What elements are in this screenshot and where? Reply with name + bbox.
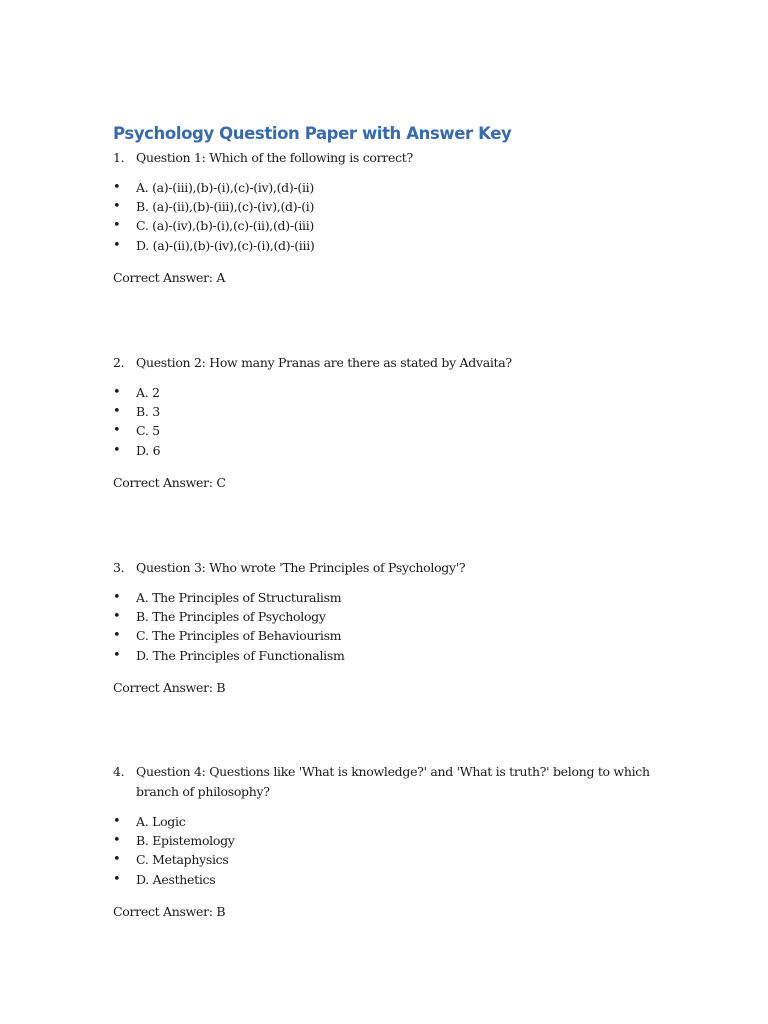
- option-list: [113, 812, 673, 889]
- option-text: B. Epistemology: [136, 833, 235, 849]
- option-list: [113, 178, 673, 255]
- question-block-4: [113, 762, 673, 922]
- bullet-icon: •: [113, 199, 121, 215]
- option-text: D. 6: [136, 442, 161, 458]
- correct-answer: Correct Answer: A: [113, 269, 226, 285]
- question-text: Question 4: Questions like 'What is knowledge?' and 'What is truth?' belong to which branch of philosophy?: [136, 764, 650, 799]
- option-text: B. 3: [136, 404, 160, 420]
- question-block-1: [113, 148, 673, 288]
- document-title: Psychology Question Paper with Answer Key: [113, 124, 512, 143]
- correct-answer: Correct Answer: B: [113, 903, 226, 919]
- option-item: [113, 626, 673, 645]
- option-item: [113, 850, 673, 869]
- bullet-icon: •: [113, 423, 121, 439]
- option-text: A. (a)-(iii),(b)-(i),(c)-(iv),(d)-(ii): [136, 180, 314, 195]
- option-item: [113, 383, 673, 402]
- option-text: A. 2: [136, 385, 160, 400]
- bullet-icon: •: [113, 852, 121, 868]
- correct-answer: Correct Answer: B: [113, 679, 226, 695]
- correct-answer: Correct Answer: C: [113, 474, 226, 490]
- bullet-icon: •: [113, 871, 121, 887]
- option-item: [113, 870, 673, 889]
- option-item: [113, 178, 673, 197]
- question-3: [113, 558, 673, 578]
- option-item: [113, 607, 673, 626]
- bullet-icon: •: [113, 833, 121, 849]
- bullet-icon: •: [113, 237, 121, 253]
- question-number: 1.: [113, 150, 125, 165]
- option-item: [113, 441, 673, 460]
- option-text: C. The Principles of Behaviourism: [136, 628, 342, 644]
- bullet-icon: •: [113, 590, 121, 605]
- option-item: [113, 646, 673, 665]
- option-text: C. Metaphysics: [136, 852, 229, 868]
- option-text: D. (a)-(ii),(b)-(iv),(c)-(i),(d)-(iii): [136, 237, 315, 253]
- question-text: Question 3: Who wrote 'The Principles of Psychology'?: [136, 560, 466, 575]
- question-number: 4.: [113, 764, 125, 779]
- question-2: [113, 353, 673, 373]
- bullet-icon: •: [113, 628, 121, 644]
- option-text: D. The Principles of Functionalism: [136, 647, 345, 663]
- option-list: [113, 383, 673, 460]
- bullet-icon: •: [113, 814, 121, 829]
- option-text: B. The Principles of Psychology: [136, 609, 326, 625]
- question-1: [113, 148, 673, 168]
- bullet-icon: •: [113, 218, 121, 234]
- question-number: 2.: [113, 355, 125, 370]
- bullet-icon: •: [113, 385, 121, 400]
- bullet-icon: •: [113, 180, 121, 195]
- option-list: [113, 588, 673, 665]
- question-text: Question 2: How many Pranas are there as stated by Advaita?: [136, 355, 512, 370]
- question-text: Question 1: Which of the following is correct?: [136, 150, 413, 165]
- option-item: [113, 588, 673, 607]
- option-text: D. Aesthetics: [136, 871, 216, 887]
- question-block-2: [113, 353, 673, 493]
- bullet-icon: •: [113, 609, 121, 625]
- question-number: 3.: [113, 560, 125, 575]
- option-item: [113, 421, 673, 440]
- option-item: [113, 812, 673, 831]
- option-text: C. 5: [136, 423, 160, 439]
- option-item: [113, 402, 673, 421]
- option-text: A. The Principles of Structuralism: [136, 590, 342, 605]
- bullet-icon: •: [113, 404, 121, 420]
- question-4: [113, 762, 673, 802]
- option-item: [113, 216, 673, 235]
- question-block-3: [113, 558, 673, 698]
- option-item: [113, 236, 673, 255]
- option-item: [113, 831, 673, 850]
- option-text: A. Logic: [136, 814, 186, 829]
- option-text: C. (a)-(iv),(b)-(i),(c)-(ii),(d)-(iii): [136, 218, 315, 234]
- bullet-icon: •: [113, 647, 121, 663]
- option-text: B. (a)-(ii),(b)-(iii),(c)-(iv),(d)-(i): [136, 199, 315, 215]
- bullet-icon: •: [113, 442, 121, 458]
- option-item: [113, 197, 673, 216]
